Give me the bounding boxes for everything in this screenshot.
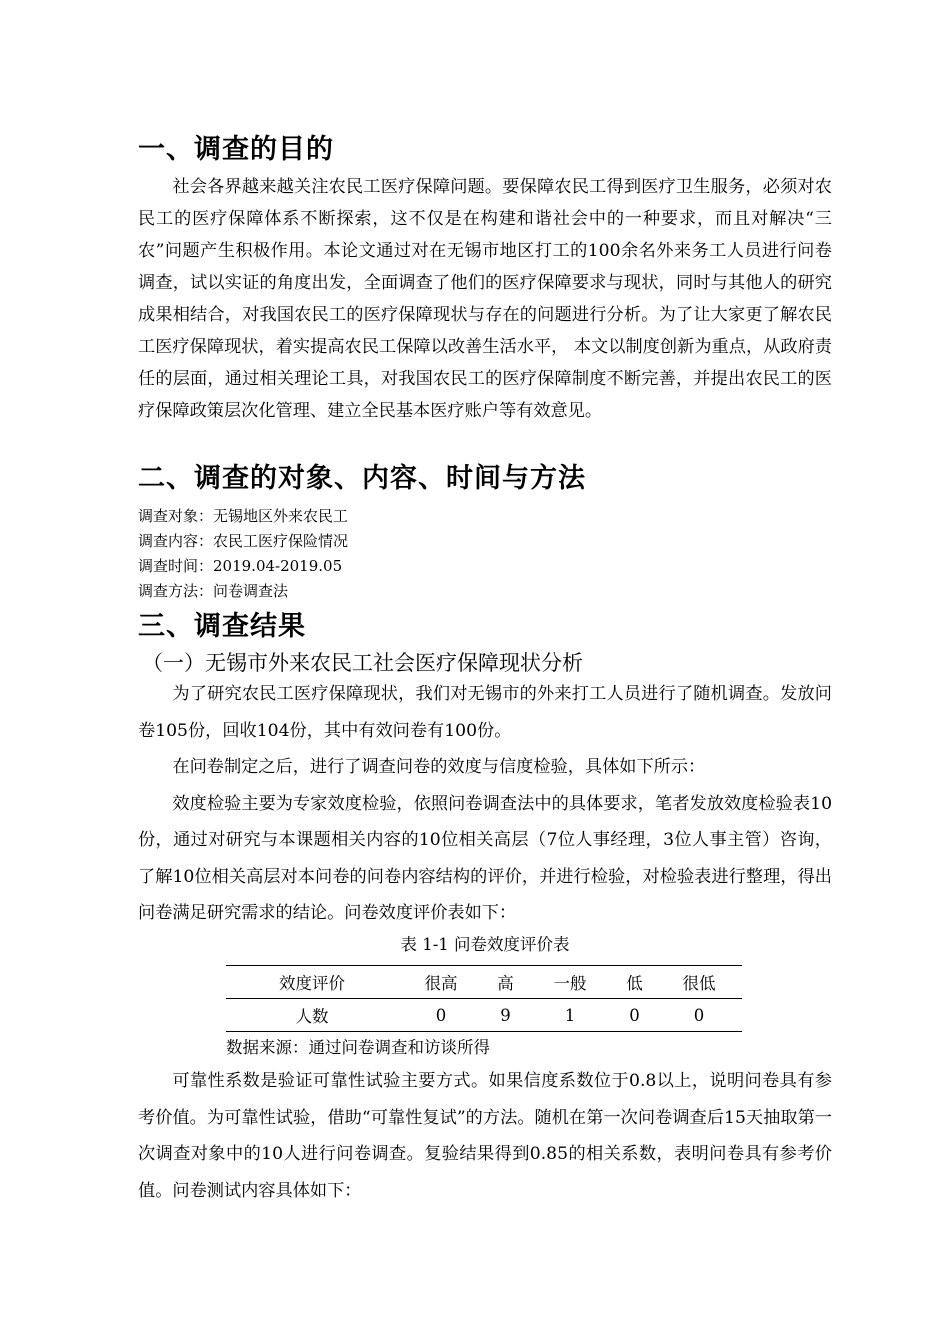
- survey-method-line: 调查方法：问卷调查法: [138, 582, 289, 600]
- table-cell: 0: [398, 999, 484, 1032]
- section-3-continued: [138, 1063, 832, 1209]
- table-header-cell: 效度评价: [226, 966, 398, 999]
- table-caption: 表 1-1 问卷效度评价表: [400, 935, 570, 954]
- table-header-row: [226, 966, 742, 999]
- table-source: 数据来源：通过问卷调查和访谈所得: [226, 1038, 490, 1057]
- table-header-cell: 一般: [527, 966, 613, 999]
- section-3-paragraph-2: 在问卷制定之后，进行了调查问卷的效度与信度检验，具体如下所示：: [172, 757, 706, 777]
- survey-time-line: 调查时间：2019.04-2019.05: [138, 557, 343, 575]
- subsection-heading: （一）无锡市外来农民工社会医疗保障现状分析: [142, 651, 583, 675]
- section-3-paragraph-4: 可靠性系数是验证可靠性试验主要方式。如果信度系数位于0.8以上，说明问卷具有参考价值。为可靠性试验，借助“可靠性复试”的方法。随机在第一次问卷调查后15天抽取第一次调查对象中的10人进行问卷调查。复验结果得到0.85的相关系数，表明问卷具有参考价值。问卷测试内容具体如下：: [138, 1071, 832, 1201]
- table-cell: 0: [613, 999, 656, 1032]
- table-header-cell: 高: [484, 966, 527, 999]
- section-3-heading: 三、调查结果: [138, 611, 306, 642]
- table-row: [226, 999, 742, 1032]
- table-header-cell: 低: [613, 966, 656, 999]
- table-header-cell: 很高: [398, 966, 484, 999]
- table-cell: 人数: [226, 999, 398, 1032]
- table-cell: 1: [527, 999, 613, 1032]
- section-2: [138, 462, 832, 604]
- section-1-heading: 一、调查的目的: [138, 134, 334, 165]
- table-cell: 0: [656, 999, 742, 1032]
- section-1-paragraph: 社会各界越来越关注农民工医疗保障问题。要保障农民工得到医疗卫生服务，必须对农民工的医疗保障体系不断探索，这不仅是在构建和谐社会中的一种要求，而且对解决“三农”问题产生积极作用。本论文通过对在无锡市地区打工的100余名外来务工人员进行问卷调查，试以实证的角度出发，全面调查了他们的医疗保障要求与现状，同时与其他人的研究成果相结合，对我国农民工的医疗保障现状与存在的问题进行分析。为了让大家更了解农民工医疗保障现状，着实提高农民工保障以改善生活水平， 本文以制度创新为重点，从政府责任的层面，通过相关理论工具，对我国农民工的医疗保障制度不断完善，并提出农民工的医疗保障政策层次化管理、建立全民基本医疗账户等有效意见。: [138, 177, 832, 421]
- section-2-heading: 二、调查的对象、内容、时间与方法: [138, 463, 586, 494]
- survey-object-line: 调查对象：无锡地区外来农民工: [138, 507, 349, 525]
- survey-info-list: [138, 504, 832, 604]
- section-3-paragraph-1: 为了研究农民工医疗保障现状，我们对无锡市的外来打工人员进行了随机调查。发放问卷105份，回收104份，其中有效问卷有100份。: [138, 684, 832, 741]
- section-1: [138, 133, 832, 427]
- validity-table: [226, 965, 742, 1032]
- survey-content-line: 调查内容：农民工医疗保险情况: [138, 532, 349, 550]
- table-header-cell: 很低: [656, 966, 742, 999]
- section-3: [138, 610, 832, 932]
- table-cell: 9: [484, 999, 527, 1032]
- section-3-paragraph-3: 效度检验主要为专家效度检验，依照问卷调查法中的具体要求，笔者发放效度检验表10份，通过对研究与本课题相关内容的10位相关高层（7位人事经理，3位人事主管）咨询，了解10位相关高层对本问卷的问卷内容结构的评价，并进行检验，对检验表进行整理，得出问卷满足研究需求的结论。问卷效度评价表如下：: [138, 793, 832, 923]
